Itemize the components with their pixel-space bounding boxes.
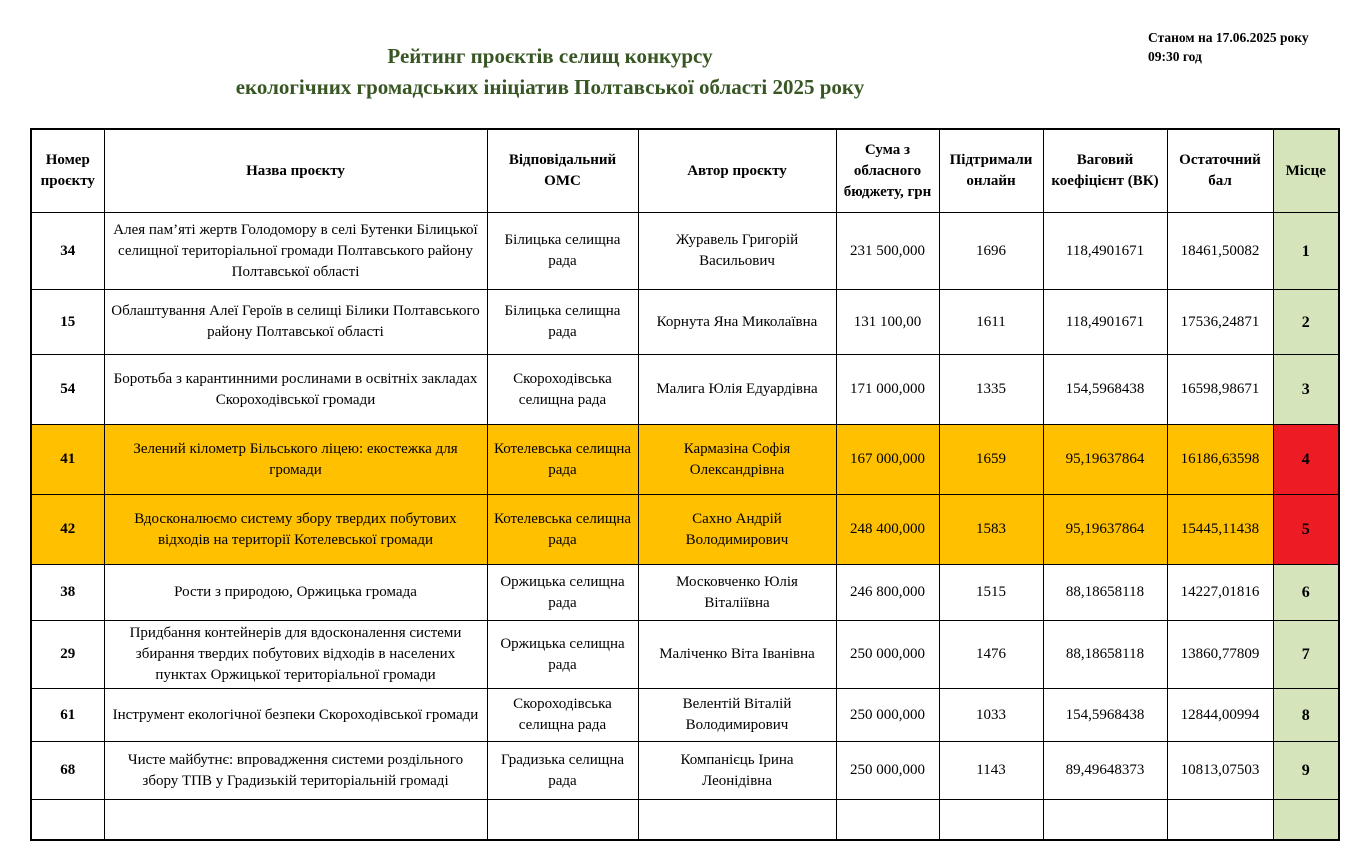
cell-responsible-oms: Скороходівська селищна рада: [487, 689, 638, 742]
cell-weight-coefficient: 118,4901671: [1043, 213, 1167, 290]
cell-budget-sum: 231 500,000: [836, 213, 939, 290]
header-row: [31, 129, 1339, 213]
cell-project-name: Чисте майбутнє: впровадження системи роздільного збору ТПВ у Градизькій територіальній громаді: [104, 742, 487, 800]
cell-weight-coefficient: 154,5968438: [1043, 689, 1167, 742]
cell-budget-sum: 248 400,000: [836, 495, 939, 565]
cell-weight-coefficient: 89,49648373: [1043, 742, 1167, 800]
cell-online-support: 1659: [939, 425, 1043, 495]
column-header-vk: Ваговий коефіцієнт (ВК): [1043, 129, 1167, 213]
cell-final-score: 10813,07503: [1167, 742, 1273, 800]
cell-project-author: Корнута Яна Миколаївна: [638, 290, 836, 355]
column-header-name: Назва проєкту: [104, 129, 487, 213]
cell-final-score: 16186,63598: [1167, 425, 1273, 495]
cell-project-author: Компанієць Ірина Леонідівна: [638, 742, 836, 800]
cell-final-score: 13860,77809: [1167, 621, 1273, 689]
page-title-line2: екологічних громадських ініціатив Полтавської області 2025 року: [235, 75, 865, 99]
page-title: [0, 41, 1100, 103]
cell-online-support: 1696: [939, 213, 1043, 290]
cell-project-author: Сахно Андрій Володимирович: [638, 495, 836, 565]
cell-online-support: 1611: [939, 290, 1043, 355]
cell-final-score: 17536,24871: [1167, 290, 1273, 355]
cell-place: 2: [1273, 290, 1339, 355]
cell-place: 9: [1273, 742, 1339, 800]
cell-project-name: [104, 800, 487, 840]
cell-project-author: Журавель Григорій Васильович: [638, 213, 836, 290]
status-timestamp: [1148, 28, 1363, 66]
cell-final-score: 16598,98671: [1167, 355, 1273, 425]
cell-responsible-oms: Котелевська селищна рада: [487, 425, 638, 495]
page-title-line1: Рейтинг проєктів селищ конкурсу: [387, 44, 713, 68]
cell-weight-coefficient: [1043, 800, 1167, 840]
cell-project-number: 42: [31, 495, 104, 565]
cell-project-number: 54: [31, 355, 104, 425]
cell-responsible-oms: Оржицька селищна рада: [487, 621, 638, 689]
column-header-place: Місце: [1273, 129, 1339, 213]
cell-weight-coefficient: 154,5968438: [1043, 355, 1167, 425]
cell-online-support: 1583: [939, 495, 1043, 565]
cell-place: 1: [1273, 213, 1339, 290]
cell-online-support: 1143: [939, 742, 1043, 800]
cell-project-name: Придбання контейнерів для вдосконалення системи збирання твердих побутових відходів в населених пунктах Оржицької територіальної громади: [104, 621, 487, 689]
cell-project-name: Вдосконалюємо систему збору твердих побутових відходів на території Котелевської громади: [104, 495, 487, 565]
column-header-number: Номер проєкту: [31, 129, 104, 213]
table-row: [31, 689, 1339, 742]
cell-place: 7: [1273, 621, 1339, 689]
ranking-table: [30, 128, 1340, 841]
cell-project-author: Маліченко Віта Іванівна: [638, 621, 836, 689]
cell-place: 6: [1273, 565, 1339, 621]
cell-weight-coefficient: 95,19637864: [1043, 495, 1167, 565]
cell-project-author: Велентій Віталій Володимирович: [638, 689, 836, 742]
cell-responsible-oms: Котелевська селищна рада: [487, 495, 638, 565]
cell-place: 8: [1273, 689, 1339, 742]
cell-project-number: 34: [31, 213, 104, 290]
cell-responsible-oms: Скороходівська селищна рада: [487, 355, 638, 425]
table-row-partial: [31, 800, 1339, 840]
cell-project-author: Малига Юлія Едуардівна: [638, 355, 836, 425]
cell-place: 4: [1273, 425, 1339, 495]
table-row: [31, 213, 1339, 290]
cell-final-score: 18461,50082: [1167, 213, 1273, 290]
cell-weight-coefficient: 88,18658118: [1043, 565, 1167, 621]
column-header-sum: Сума з обласного бюджету, грн: [836, 129, 939, 213]
cell-budget-sum: 250 000,000: [836, 742, 939, 800]
table-row: [31, 425, 1339, 495]
cell-budget-sum: 171 000,000: [836, 355, 939, 425]
column-header-oms: Відповідальний ОМС: [487, 129, 638, 213]
cell-final-score: 15445,11438: [1167, 495, 1273, 565]
cell-place: [1273, 800, 1339, 840]
cell-responsible-oms: Білицька селищна рада: [487, 213, 638, 290]
cell-project-number: [31, 800, 104, 840]
cell-online-support: 1515: [939, 565, 1043, 621]
cell-online-support: 1033: [939, 689, 1043, 742]
cell-project-number: 15: [31, 290, 104, 355]
cell-project-author: [638, 800, 836, 840]
table-row: [31, 290, 1339, 355]
cell-responsible-oms: [487, 800, 638, 840]
table-row: [31, 565, 1339, 621]
cell-weight-coefficient: 118,4901671: [1043, 290, 1167, 355]
cell-project-name: Рости з природою, Оржицька громада: [104, 565, 487, 621]
cell-budget-sum: 250 000,000: [836, 689, 939, 742]
cell-project-number: 38: [31, 565, 104, 621]
cell-online-support: 1335: [939, 355, 1043, 425]
cell-weight-coefficient: 88,18658118: [1043, 621, 1167, 689]
cell-final-score: 14227,01816: [1167, 565, 1273, 621]
cell-project-author: Кармазіна Софія Олександрівна: [638, 425, 836, 495]
cell-weight-coefficient: 95,19637864: [1043, 425, 1167, 495]
cell-place: 5: [1273, 495, 1339, 565]
cell-responsible-oms: Оржицька селищна рада: [487, 565, 638, 621]
column-header-author: Автор проєкту: [638, 129, 836, 213]
cell-project-author: Московченко Юлія Віталіївна: [638, 565, 836, 621]
table-row: [31, 355, 1339, 425]
timestamp-line1: Станом на 17.06.2025 року: [1148, 30, 1309, 45]
cell-project-number: 61: [31, 689, 104, 742]
table-row: [31, 742, 1339, 800]
table-row: [31, 495, 1339, 565]
cell-budget-sum: 250 000,000: [836, 621, 939, 689]
ranking-table-container: [30, 128, 1340, 841]
cell-project-number: 68: [31, 742, 104, 800]
cell-project-name: Зелений кілометр Більського ліцею: екостежка для громади: [104, 425, 487, 495]
cell-project-number: 41: [31, 425, 104, 495]
cell-online-support: [939, 800, 1043, 840]
cell-final-score: 12844,00994: [1167, 689, 1273, 742]
cell-project-name: Боротьба з карантинними рослинами в освітніх закладах Скороходівської громади: [104, 355, 487, 425]
cell-project-number: 29: [31, 621, 104, 689]
cell-project-name: Алея пам’яті жертв Голодомору в селі Бутенки Білицької селищної територіальної громади Полтавського району Полтавської області: [104, 213, 487, 290]
cell-final-score: [1167, 800, 1273, 840]
cell-online-support: 1476: [939, 621, 1043, 689]
cell-responsible-oms: Білицька селищна рада: [487, 290, 638, 355]
cell-project-name: Інструмент екологічної безпеки Скороходівської громади: [104, 689, 487, 742]
cell-project-name: Облаштування Алеї Героїв в селищі Білики Полтавського району Полтавської області: [104, 290, 487, 355]
column-header-online: Підтримали онлайн: [939, 129, 1043, 213]
table-row: [31, 621, 1339, 689]
cell-budget-sum: 167 000,000: [836, 425, 939, 495]
cell-budget-sum: 246 800,000: [836, 565, 939, 621]
cell-place: 3: [1273, 355, 1339, 425]
timestamp-line2: 09:30 год: [1148, 49, 1202, 64]
cell-budget-sum: 131 100,00: [836, 290, 939, 355]
cell-responsible-oms: Градизька селищна рада: [487, 742, 638, 800]
cell-budget-sum: [836, 800, 939, 840]
column-header-score: Остаточний бал: [1167, 129, 1273, 213]
